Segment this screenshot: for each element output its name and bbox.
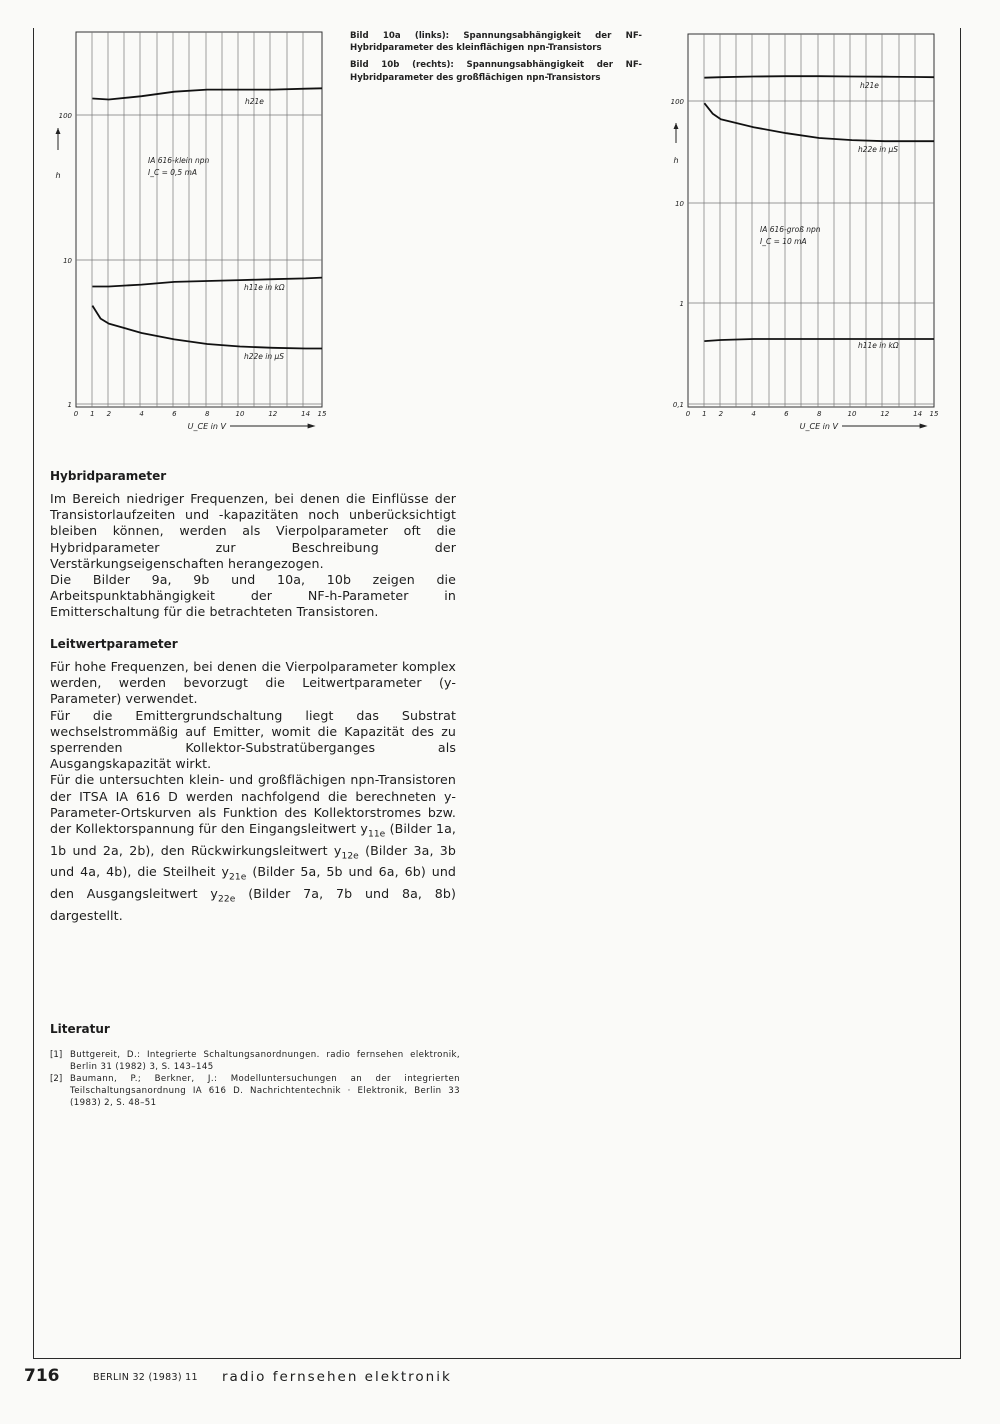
x-tick-label: 6 [172,410,177,418]
y-axis-arrowhead [674,123,679,129]
y-tick-label: 100 [670,98,684,106]
reference-text: Buttgereit, D.: Integrierte Schaltungsanordnungen. radio fernsehen elektronik, Berlin 31 (1982) 3, S. 143–145 [70,1050,460,1072]
paragraph-hybrid-intro: Im Bereich niedriger Frequenzen, bei denen die Einflüsse der Transistorlaufzeiten und -kapazitäten noch unberücksichtigt bleiben können, werden als Vierpolparameter oft die Hybridparameter zur Beschreibung der Verstärkungseigenschaften herangezogen. [50,491,456,571]
series-line [704,339,934,341]
device-label: IA 616-groß npn [760,225,821,234]
x-axis-arrowhead [920,424,928,429]
paragraph-leitwert-intro: Für hohe Frequenzen, bei denen die Vierpolparameter komplex werden, werden bevorzugt die Leitwertparameter (y-Parameter) verwendet. [50,659,456,707]
x-tick-label: 14 [301,410,311,418]
footer-journal-name: radio fernsehen elektronik [222,1369,452,1385]
x-tick-label: 1 [702,410,707,418]
reference-list [50,1049,460,1109]
x-tick-label: 2 [106,410,112,418]
reference-number: [2] [50,1074,63,1084]
footer-rule [33,1358,961,1359]
y-tick-label: 1 [679,300,684,308]
footer-issue: BERLIN 32 (1983) 11 [93,1372,198,1383]
x-tick-label: 8 [204,410,210,418]
series-label: h22e in µS [858,145,899,154]
x-tick-label: 4 [751,410,756,418]
x-axis-label: U_CE in V [187,422,226,431]
page-number: 716 [24,1366,60,1386]
y-axis-label: h [55,171,61,180]
device-label: IA 616-klein npn [148,156,210,165]
figure-captions [350,30,642,89]
series-label: h22e in µS [244,352,285,361]
y-tick-label: 10 [63,257,72,265]
device-current-label: I_C = 10 mA [760,237,807,246]
x-tick-label: 15 [317,410,327,418]
series-label: h21e [245,97,264,106]
caption-bild-10b: Bild 10b (rechts): Spannungsabhängigkeit der NF-Hybridparameter des großflächigen npn-Transistors [350,60,642,83]
x-tick-label: 1 [90,410,95,418]
series-line [704,76,934,78]
x-tick-label: 15 [929,410,939,418]
reference-item [50,1073,460,1109]
y-tick-label: 10 [675,200,684,208]
reference-item [50,1049,460,1073]
x-tick-label: 0 [685,410,691,418]
x-tick-label: 6 [784,410,789,418]
x-tick-label: 12 [268,410,278,418]
y-tick-label: 100 [58,112,72,120]
paragraph-leitwert-substrate: Für die Emittergrundschaltung liegt das Substrat wechselstrommäßig auf Emitter, womit die Kapazität des zu sperrenden Kollektor-Substratüberganges als Ausgangskapazität wirkt. [50,707,456,772]
x-axis-label: U_CE in V [799,422,838,431]
paragraph-leitwert-curves: Für die untersuchten klein- und großflächigen npn-Transistoren der ITSA IA 616 D werden nachfolgend die berechneten y-Parameter-Ortskurven als Funktion des Kollektorstromes bzw. der Kollektorspannung für den Eingangsleitwert $y_{11e}$ (Bilder 1a, 1b und 2a, 2b), den Rückwirkungsleitwert $y_{12e}$ (Bilder 3a, 3b und 4a, 4b), die Steilheit $y_{21e}$ (Bilder 5a, 5b und 6a, 6b) und den Ausgangsleitwert $y_{22e}$ (Bilder 7a, 7b und 8a, 8b) dargestellt. [50,772,457,923]
y-tick-label: 0,1 [672,401,684,409]
x-tick-label: 4 [139,410,144,418]
series-label: h11e in kΩ [858,341,899,350]
series-label: h21e [860,81,879,90]
x-tick-label: 2 [718,410,724,418]
series-line [704,103,934,141]
reference-text: Baumann, P.; Berkner, J.: Modelluntersuchungen an der integrierten Teilschaltungsanordnung IA 616 D. Nachrichtentechnik · Elektronik, Berlin 33 (1983) 2, S. 48–51 [70,1074,460,1108]
article-section-hybrid [50,469,456,621]
x-tick-label: 12 [880,410,890,418]
x-tick-label: 0 [73,410,79,418]
x-tick-label: 14 [913,410,923,418]
heading-literatur: Literatur [50,1022,110,1036]
article-section-leitwert [50,637,456,924]
heading-leitwertparameter: Leitwertparameter [50,637,178,651]
heading-hybridparameter: Hybridparameter [50,469,167,483]
reference-number: [1] [50,1050,63,1060]
y-tick-label: 1 [67,401,72,409]
plot-frame [688,34,934,407]
x-tick-label: 10 [847,410,857,418]
paragraph-hybrid-figures: Die Bilder 9a, 9b und 10a, 10b zeigen die Arbeitspunktabhängigkeit der NF-h-Parameter in Emitterschaltung für die betrachteten Transistoren. [50,572,456,620]
caption-bild-10a: Bild 10a (links): Spannungsabhängigkeit der NF-Hybridparameter des kleinflächigen npn-Transistors [350,31,642,54]
x-tick-label: 10 [235,410,245,418]
device-current-label: I_C = 0,5 mA [148,168,197,177]
series-label: h11e in kΩ [244,283,285,292]
x-tick-label: 8 [816,410,822,418]
y-axis-label: h [673,156,679,165]
